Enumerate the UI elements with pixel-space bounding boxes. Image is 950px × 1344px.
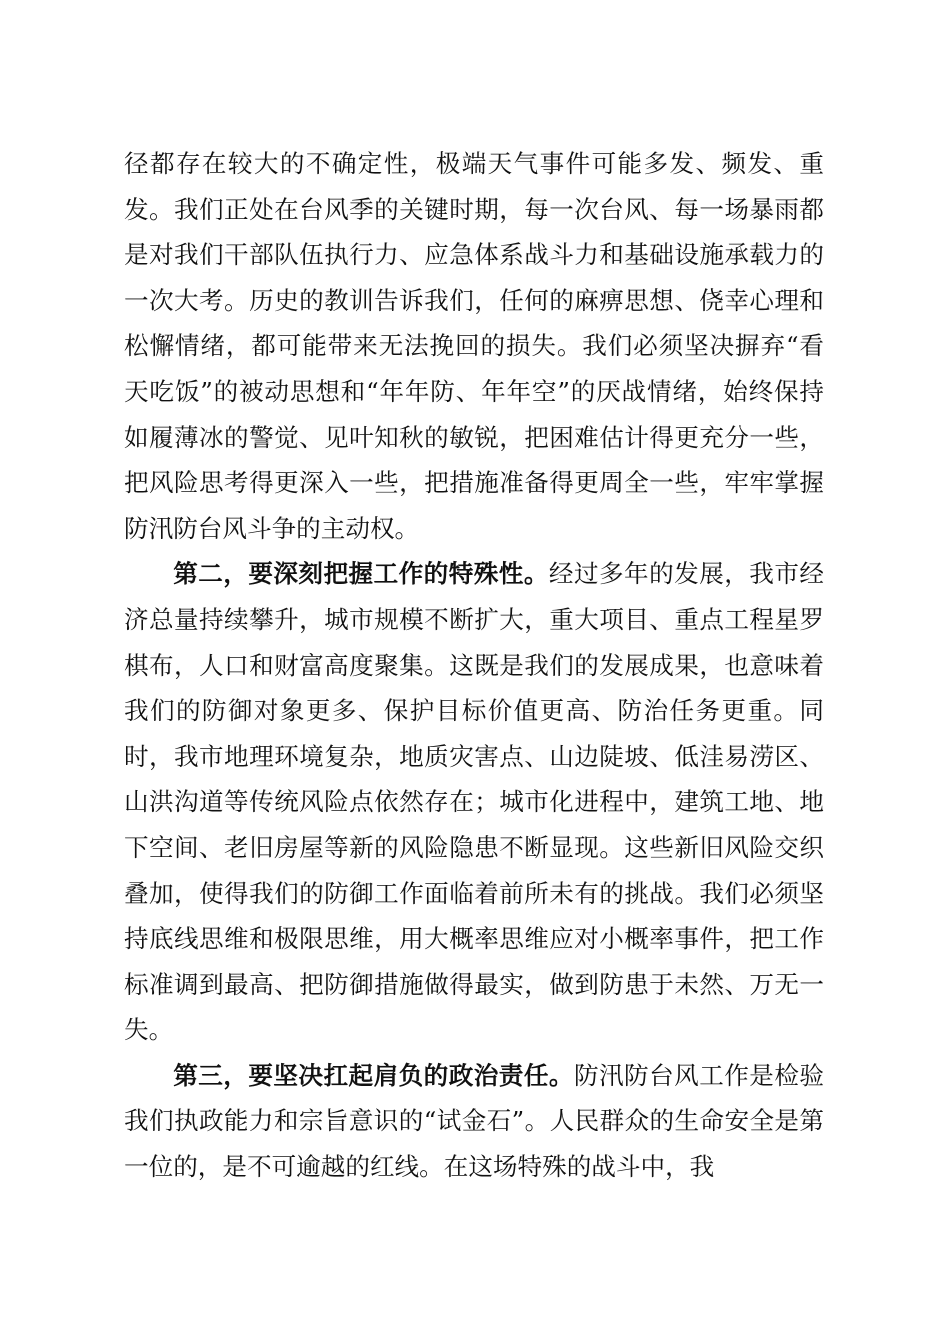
paragraph-continuation <box>124 141 824 551</box>
document-body <box>124 141 824 1190</box>
paragraph-second-point <box>124 551 824 1053</box>
paragraph-text: 防汛防台风工作是检验我们执政能力和宗旨意识的“试金石”。人民群众的生命安全是第一位的，是不可逾越的红线。在这场特殊的战斗中，我 <box>124 1060 824 1182</box>
paragraph-heading: 第三，要坚决扛起肩负的政治责任。 <box>173 1060 574 1090</box>
paragraph-text: 径都存在较大的不确定性，极端天气事件可能多发、频发、重发。我们正处在台风季的关键时期，每一次台风、每一场暴雨都是对我们干部队伍执行力、应急体系战斗力和基础设施承载力的一次大考。历史的教训告诉我们，任何的麻痹思想、侥幸心理和松懈情绪，都可能带来无法挽回的损失。我们必须坚决摒弃“看天吃饭”的被动思想和“年年防、年年空”的厌战情绪，始终保持如履薄冰的警觉、见叶知秋的敏锐，把困难估计得更充分一些，把风险思考得更深入一些，把措施准备得更周全一些，牢牢掌握防汛防台风斗争的主动权。 <box>124 149 824 543</box>
paragraph-third-point <box>124 1053 824 1190</box>
paragraph-heading: 第二，要深刻把握工作的特殊性。 <box>173 559 549 589</box>
paragraph-text: 经过多年的发展，我市经济总量持续攀升，城市规模不断扩大，重大项目、重点工程星罗棋布，人口和财富高度聚集。这既是我们的发展成果，也意味着我们的防御对象更多、保护目标价值更高、防治任务更重。同时，我市地理环境复杂，地质灾害点、山边陡坡、低洼易涝区、山洪沟道等传统风险点依然存在；城市化进程中，建筑工地、地下空间、老旧房屋等新的风险隐患不断显现。这些新旧风险交织叠加，使得我们的防御工作面临着前所未有的挑战。我们必须坚持底线思维和极限思维，用大概率思维应对小概率事件，把工作标准调到最高、把防御措施做得最实，做到防患于未然、万无一失。 <box>124 559 824 1045</box>
